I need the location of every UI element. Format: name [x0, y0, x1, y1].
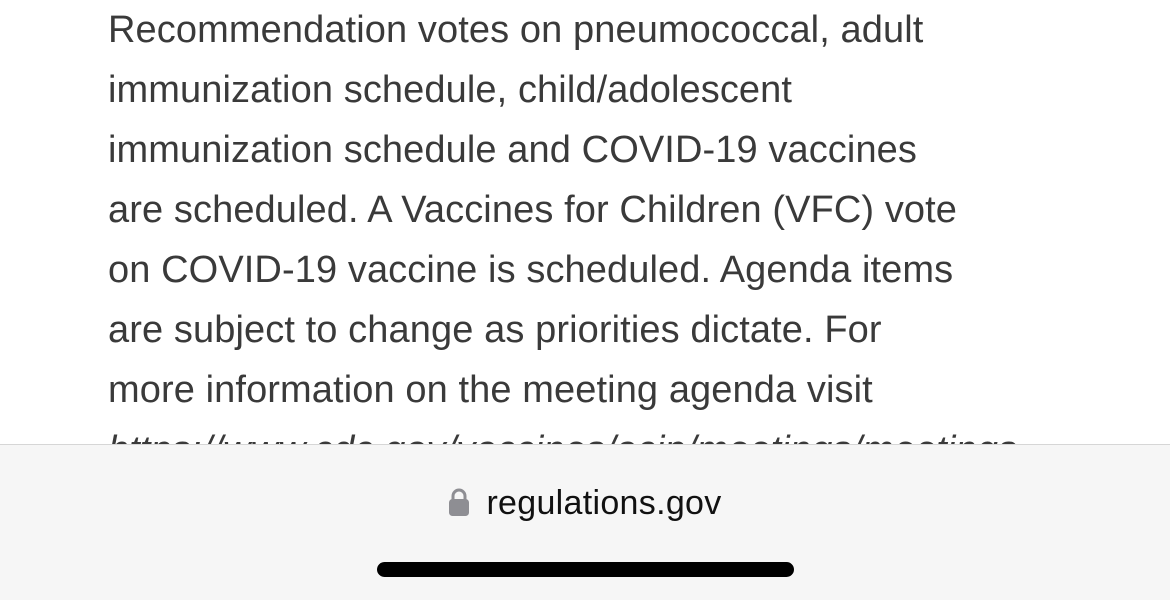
article-line: are subject to change as priorities dictate. For	[108, 309, 882, 351]
url-field[interactable]	[0, 479, 1170, 527]
browser-address-bar	[0, 444, 1170, 600]
article-line: Recommendation votes on pneumococcal, adult	[108, 9, 924, 51]
article-line: immunization schedule and COVID-19 vaccines	[108, 129, 918, 171]
lock-icon	[448, 487, 470, 517]
home-indicator[interactable]	[377, 562, 794, 577]
article-line: on COVID-19 vaccine is scheduled. Agenda items	[108, 249, 954, 291]
article-line: more information on the meeting agenda visit	[108, 369, 873, 411]
article-text	[108, 0, 1017, 480]
article-line: are scheduled. A Vaccines for Children (VFC) vote	[108, 189, 958, 231]
url-text: regulations.gov	[486, 483, 722, 522]
article-body	[108, 0, 1158, 444]
article-line: immunization schedule, child/adolescent	[108, 69, 793, 111]
